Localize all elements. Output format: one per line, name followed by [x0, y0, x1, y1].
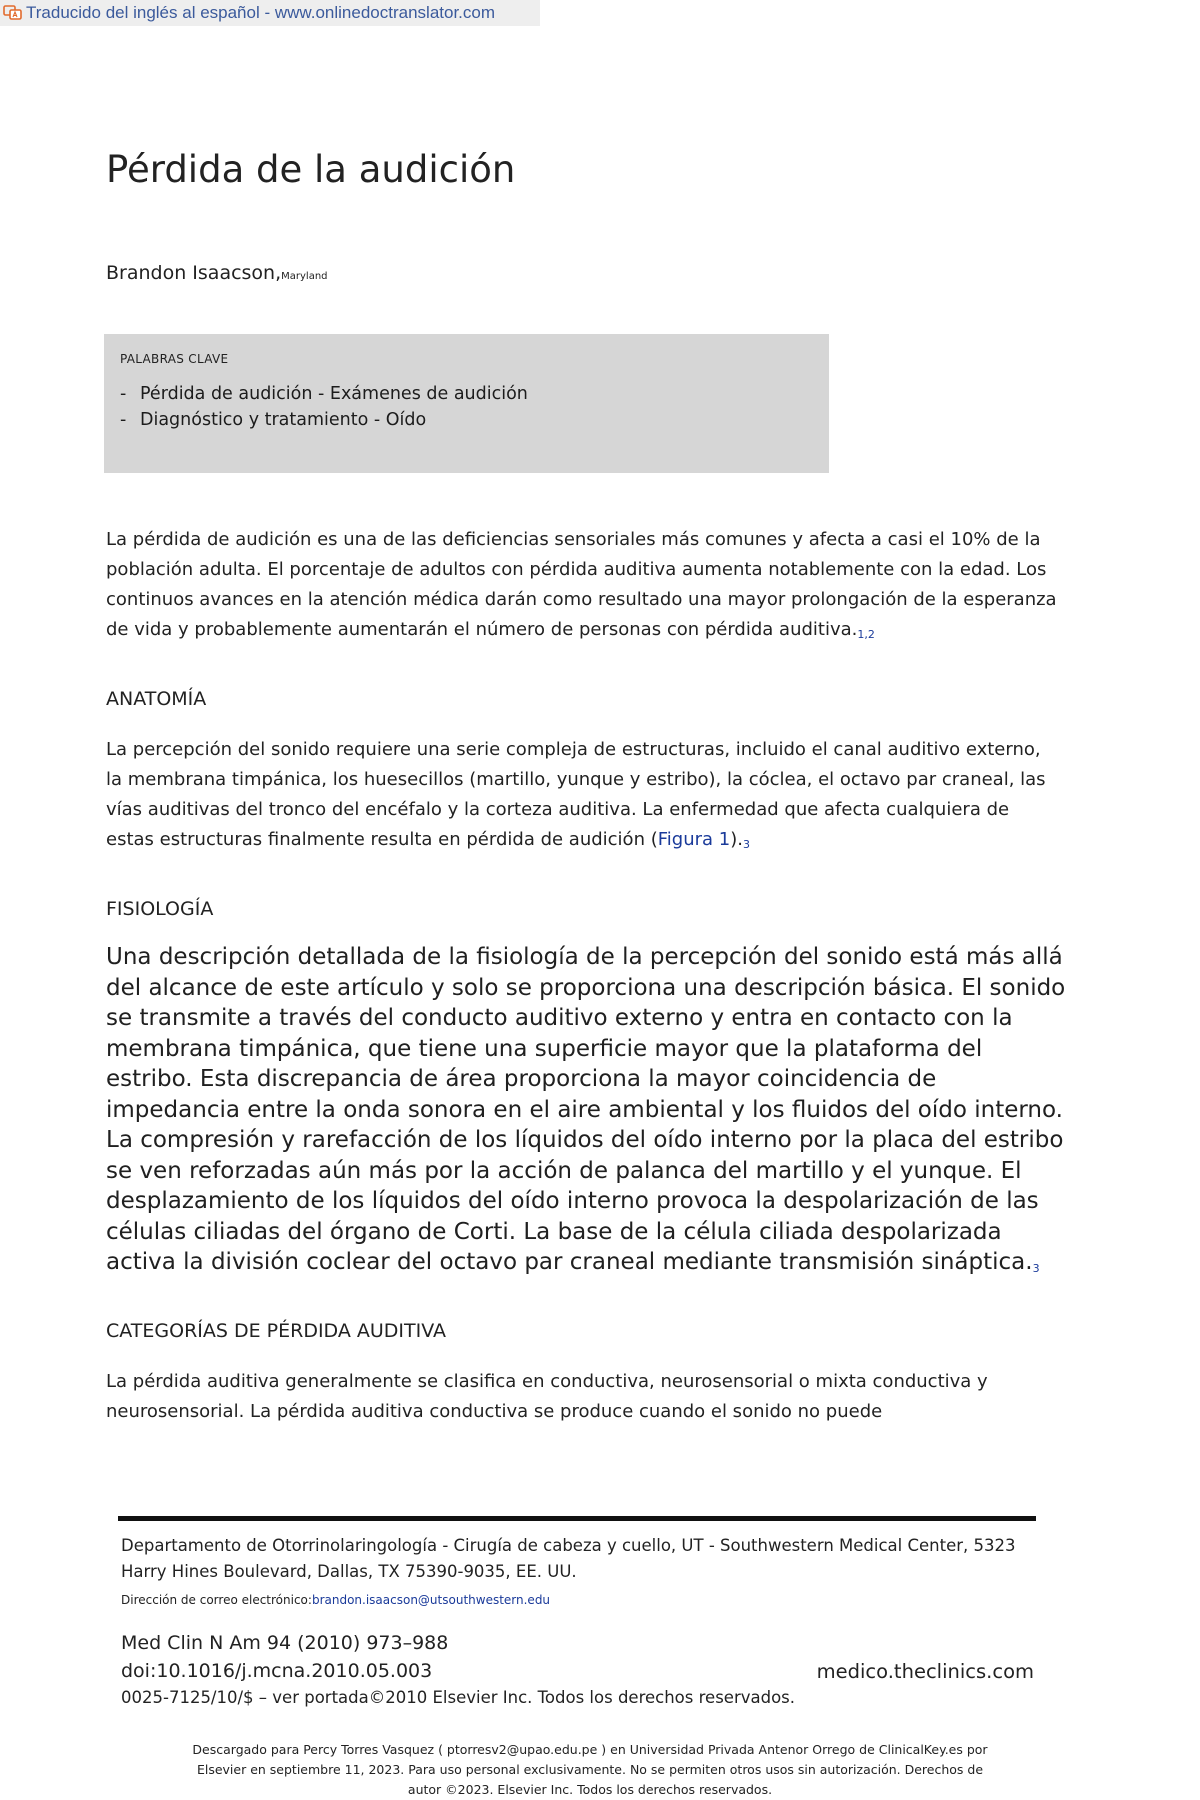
intro-paragraph: La pérdida de audición es una de las deficiencias sensoriales más comunes y afecta a casi el 10% de la población adulta. El porcentaje de adultos con pérdida auditiva aumenta notablemente con la edad. Los continuos avances en la atención médica darán como resultado una mayor prolongación de la esperanza de vida y probablemente aumentarán el número de personas con pérdida auditiva.$^{1,2}$ [106, 529, 1057, 641]
doi[interactable]: doi:10.1016/j.mcna.2010.05.003 [121, 1660, 433, 1682]
section-heading-physiology: FISIOLOGÍA [106, 898, 214, 920]
journal-website[interactable]: medico.theclinics.com [816, 1660, 1034, 1683]
email-label: Dirección de correo electrónico: [121, 1593, 312, 1607]
keywords-box [104, 334, 829, 473]
footnote-divider [118, 1516, 1036, 1521]
author-degree: Maryland [281, 271, 328, 282]
email-line [121, 1593, 550, 1607]
reference-link[interactable]: 1,2 [857, 628, 875, 641]
translate-icon [0, 0, 26, 26]
email-link[interactable]: brandon.isaacson@utsouthwestern.edu [311, 1593, 551, 1607]
reference-link[interactable]: 3 [1032, 1262, 1040, 1275]
categories-paragraph: La pérdida auditiva generalmente se clasifica en conductiva, neurosensorial o mixta conductiva y neurosensorial. La pérdida auditiva conductiva se produce cuando el sonido no puede [106, 1371, 988, 1422]
author-name: Brandon Isaacson, [106, 262, 282, 284]
reference-link[interactable]: 3 [742, 838, 750, 851]
section-heading-anatomy: ANATOMÍA [106, 688, 207, 710]
anatomy-paragraph: La percepción del sonido requiere una serie compleja de estructuras, incluido el canal auditivo externo, la membrana timpánica, los huesecillos (martillo, yunque y estribo), la cóclea, el octavo par craneal, las vías auditivas del tronco del encéfalo y la corteza auditiva. La enfermedad que afecta cualquiera de estas estructuras finalmente resulta en pérdida de audición (Figura 1).$^3$ [106, 739, 1046, 851]
translator-banner[interactable] [0, 0, 540, 26]
author-affiliation: Departamento de Otorrinolaringología - Cirugía de cabeza y cuello, UT - Southwestern Medical Center, 5323 Harry Hines Boulevard, Dallas, TX 75390-9035, EE. UU. [121, 1536, 1016, 1581]
physiology-paragraph: Una descripción detallada de la fisiología de la percepción del sonido está más allá del alcance de este artículo y solo se proporciona una descripción básica. El sonido se transmite a través del conducto auditivo externo y entra en contacto con la membrana timpánica, que tiene una superficie mayor que la plataforma del estribo. Esta discrepancia de área proporciona la mayor coincidencia de impedancia entre la onda sonora en el aire ambiental y los fluidos del oído interno. La compresión y rarefacción de los líquidos del oído interno por la placa del estribo se ven reforzadas aún más por la acción de palanca del martillo y el yunque. El desplazamiento de los líquidos del oído interno provoca la despolarización de las células ciliadas del órgano de Corti. La base de la célula ciliada despolarizada activa la división coclear del octavo par craneal mediante transmisión sináptica.$^3$ [106, 944, 1066, 1275]
journal-citation: Med Clin N Am 94 (2010) 973–988 [121, 1632, 449, 1654]
banner-text[interactable]: Traducido del inglés al español - www.onlinedoctranslator.com [26, 3, 496, 22]
keyword-item: - Diagnóstico y tratamiento - Oído [120, 410, 427, 430]
figure-link[interactable]: Figura 1 [657, 829, 731, 850]
copyright-line: 0025-7125/10/$ – ver portada©2010 Elsevier Inc. Todos los derechos reservados. [121, 1688, 796, 1707]
section-heading-categories: CATEGORÍAS DE PÉRDIDA AUDITIVA [106, 1320, 447, 1342]
keywords-heading: PALABRAS CLAVE [120, 352, 229, 366]
author-line [106, 262, 328, 284]
download-notice: Descargado para Percy Torres Vasquez ( ptorresv2@upao.edu.pe ) en Universidad Privada Antenor Orrego de ClinicalKey.es por Elsevier en septiembre 11, 2023. Para uso personal exclusivamente. No se permiten otros usos sin autorización. Derechos de autor ©2023. Elsevier Inc. Todos los derechos reservados. [192, 1742, 988, 1797]
keyword-item: - Pérdida de audición - Exámenes de audición [120, 384, 528, 404]
article-title: Pérdida de la audición [106, 148, 516, 191]
